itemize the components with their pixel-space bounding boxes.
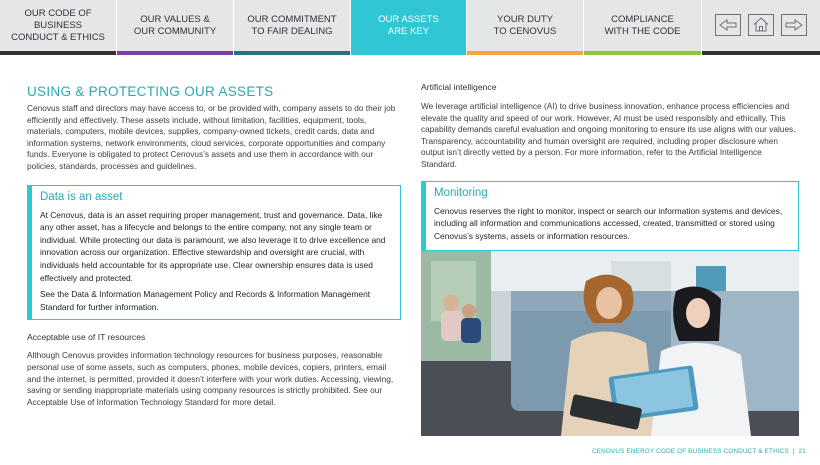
tab-label-line2: ARE KEY xyxy=(387,25,430,37)
it-resources-heading: Acceptable use of IT resources xyxy=(27,332,146,343)
tab-label-line1: YOUR DUTY xyxy=(497,13,553,25)
tab-values-community[interactable] xyxy=(117,0,234,55)
tab-label-line2: CONDUCT & ETHICS xyxy=(11,31,105,43)
assets-intro-text: Cenovus staff and directors may have access to, or be provided with, company assets to do their job efficiently and effectively. These assets include, without limitation, facilities, equipment, tools, materials, computers, mobile devices, supplies, company-owned tickets, credit cards, data and information systems, network environments, cloud services, corporate opportunities and company funds. Everyone is obligated to protect Cenovus’s assets and use them in accordance with our policies, standards, processes and guidelines. xyxy=(27,103,396,171)
data-asset-callout xyxy=(27,185,401,321)
tab-fair-dealing[interactable] xyxy=(234,0,351,55)
top-navigation xyxy=(0,0,820,55)
tab-label-line1: OUR VALUES & xyxy=(140,13,210,25)
tab-label-line1: OUR ASSETS xyxy=(378,13,439,25)
back-button[interactable] xyxy=(715,14,741,36)
callout-title: Monitoring xyxy=(434,186,488,199)
tab-code-of-business-conduct[interactable] xyxy=(0,0,117,55)
tab-duty-to-cenovus[interactable] xyxy=(467,0,584,55)
tab-accent-bar xyxy=(0,51,116,55)
back-arrow-icon xyxy=(719,19,737,31)
tab-accent-bar xyxy=(467,51,583,55)
page-title: USING & PROTECTING OUR ASSETS xyxy=(27,84,274,99)
tab-label-line1: OUR CODE OF BUSINESS xyxy=(24,7,92,31)
tab-label-line2: WITH THE CODE xyxy=(604,25,681,37)
tab-label-line1: COMPLIANCE xyxy=(611,13,674,25)
monitoring-text: Cenovus reserves the right to monitor, inspect or search our information systems and devices, including all information and communications accessed, created, transmitted or stored using Cenovus’s systems, assets or information resources. xyxy=(434,205,783,241)
it-resources-text: Although Cenovus provides information technology resources for business purposes, reasonable personal use of some assets, such as computers, phones, mobile devices, copiers, printers, email and the internet, is permitted, provided it doesn’t interfere with your work duties. Accessing, viewing, saving or sending inappropriate materials using company resources is strictly prohibited. See our Acceptable Use of Information Technology Standard for more detail. xyxy=(27,350,394,407)
office-photo xyxy=(421,251,799,436)
callout-paragraph-1: At Cenovus, data is an asset requiring proper management, trust and governance. Data, like any other asset, has a lifecycle and belongs to the entire company, not any single team or individual. While protecting our data is paramount, we also leverage it to drive excellence and innovation across our organization. Effective stewardship and oversight are crucial, with individuals held accountable for its appropriate use. Clear ownership ensures data is used effectively and protected. xyxy=(40,209,386,283)
nav-button-group xyxy=(702,0,820,55)
tab-label-line1: OUR COMMITMENT xyxy=(247,13,337,25)
tab-accent-bar xyxy=(351,51,466,55)
tab-assets-are-key[interactable] xyxy=(351,0,467,55)
tab-label-line2: OUR COMMUNITY xyxy=(133,25,217,37)
forward-button[interactable] xyxy=(781,14,807,36)
tab-accent-bar xyxy=(117,51,233,55)
nav-buttons-accent-bar xyxy=(702,51,820,55)
footer-document-title: CENOVUS ENERGY CODE OF BUSINESS CONDUCT & ETHICS xyxy=(592,448,789,455)
page-footer xyxy=(592,448,806,455)
tab-label-line2: TO FAIR DEALING xyxy=(251,25,333,37)
page-number: 21 xyxy=(798,448,806,455)
callout-title: Data is an asset xyxy=(40,190,123,203)
home-button[interactable] xyxy=(748,14,774,36)
tab-accent-bar xyxy=(584,51,701,55)
callout-paragraph-2: See the Data & Information Management Policy and Records & Information Management Standard for further information. xyxy=(40,289,371,312)
footer-separator: | xyxy=(792,448,795,455)
monitoring-callout xyxy=(421,181,799,252)
two-women-laptop-image xyxy=(421,251,799,436)
right-column xyxy=(421,82,799,251)
left-column xyxy=(27,84,401,408)
ai-text: We leverage artificial intelligence (AI) to drive business innovation, enhance process efficiencies and elevate the quality and speed of our work. However, AI must be used responsibly and ethically. This capability demands careful evaluation and ongoing monitoring to ensure its use aligns with our values. Transparency, accountability and human oversight are required, including proper disclosure when output isn’t directly vetted by a person. For more information, refer to the Artificial Intelligence Standard. xyxy=(421,101,796,169)
tab-accent-bar xyxy=(234,51,350,55)
home-icon xyxy=(753,17,769,32)
forward-arrow-icon xyxy=(785,19,803,31)
tab-label-line2: TO CENOVUS xyxy=(493,25,557,37)
tab-compliance[interactable] xyxy=(584,0,702,55)
ai-heading: Artificial intelligence xyxy=(421,82,497,92)
